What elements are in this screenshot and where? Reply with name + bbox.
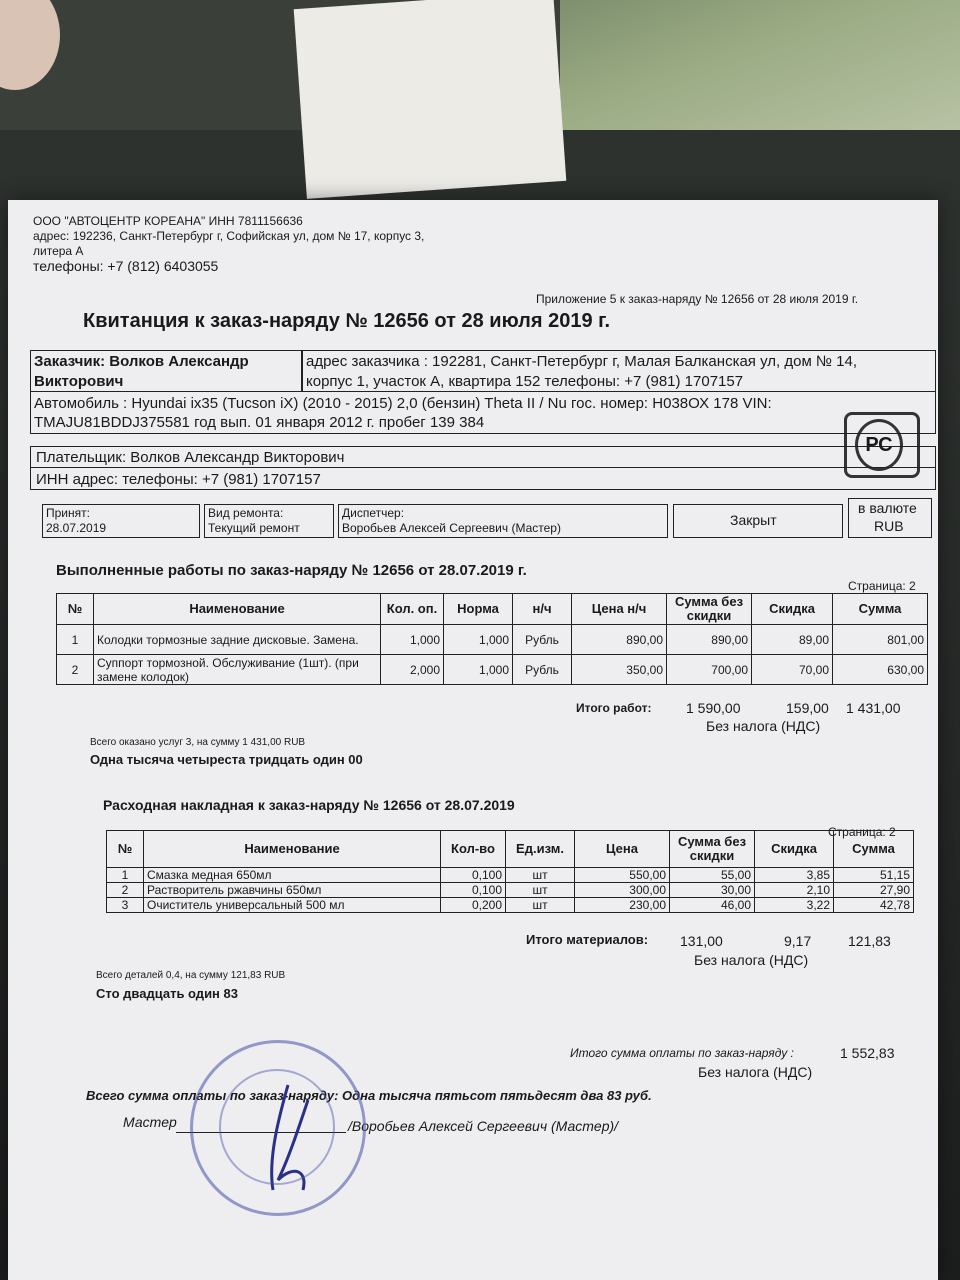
works-total: 1 431,00 [846, 700, 901, 716]
repair-type-value: Текущий ремонт [208, 521, 300, 535]
company-stamp [190, 1040, 366, 1216]
materials-tax-note: Без налога (НДС) [694, 952, 809, 968]
works-col-unit: н/ч [513, 594, 572, 625]
car-window-background [560, 0, 960, 130]
finger [0, 0, 60, 90]
table-row: 2 Растворитель ржавчины 650мл 0,100 шт 300,00 30,00 2,10 27,90 [107, 883, 914, 898]
works-total-label: Итого работ: [576, 701, 652, 715]
works-summary-words: Одна тысяча четыреста тридцать один 00 [90, 752, 363, 767]
materials-table [106, 830, 914, 913]
materials-col-price: Цена [575, 831, 670, 868]
materials-total-discount: 9,17 [784, 933, 812, 949]
grand-total-value: 1 552,83 [840, 1045, 895, 1061]
invoice-document [8, 200, 938, 1280]
works-col-discount: Скидка [752, 594, 833, 625]
accepted-date: 28.07.2019 [46, 521, 107, 535]
materials-col-num: № [107, 831, 144, 868]
materials-total-gross: 131,00 [680, 933, 723, 949]
works-col-norm: Норма [444, 594, 513, 625]
company-name: ООО "АВТОЦЕНТР КОРЕАНА" ИНН 7811156636 [33, 214, 303, 228]
payer-name: Плательщик: Волков Александр Викторович [36, 449, 345, 466]
materials-total-label: Итого материалов: [526, 932, 649, 947]
customer-name: Заказчик: Волков Александр [34, 353, 249, 370]
document-title: Квитанция к заказ-наряду № 12656 от 28 июля 2019 г. [83, 310, 611, 332]
materials-col-discount: Скидка [755, 831, 834, 868]
repair-type-label: Вид ремонта: [208, 506, 284, 520]
works-tax-note: Без налога (НДС) [706, 718, 821, 734]
works-table [56, 593, 928, 685]
materials-col-unit: Ед.изм. [506, 831, 575, 868]
table-row: 1 Колодки тормозные задние дисковые. Замена. 1,000 1,000 Рубль 890,00 890,00 89,00 801,00 [57, 625, 928, 655]
customer-name-cont: Викторович [34, 373, 124, 390]
works-total-discount: 159,00 [786, 700, 829, 716]
works-col-price: Цена н/ч [572, 594, 667, 625]
works-summary: Всего оказано услуг 3, на сумму 1 431,00 RUB [90, 737, 306, 748]
customer-address-cont: корпус 1, участок А, квартира 152 телефоны: +7 (981) 1707157 [306, 373, 744, 390]
grand-tax-note: Без налога (НДС) [698, 1064, 813, 1080]
works-title: Выполненные работы по заказ-наряду № 12656 от 28.07.2019 г. [56, 562, 527, 579]
materials-summary: Всего деталей 0,4, на сумму 121,83 RUB [96, 970, 286, 981]
materials-col-sum: Сумма [834, 831, 914, 868]
signature-label: Мастер [123, 1114, 177, 1130]
customer-address: адрес заказчика : 192281, Санкт-Петербург г, Малая Балканская ул, дом № 14, [306, 353, 858, 370]
currency-label: в валюте [858, 500, 917, 516]
grand-total-label: Итого сумма оплаты по заказ-наряду : [570, 1046, 794, 1060]
works-col-num: № [57, 594, 94, 625]
works-col-gross: Сумма без скидки [667, 594, 752, 625]
materials-col-name: Наименование [144, 831, 441, 868]
materials-page: Страница: 2 [828, 825, 896, 839]
materials-header-row [107, 831, 914, 868]
vehicle-info: Автомобиль : Hyundai ix35 (Tucson iX) (2010 - 2015) 2,0 (бензин) Theta II / Nu гос. номер: Н038ОХ 178 VIN: [34, 395, 772, 412]
table-row: 1 Смазка медная 650мл 0,100 шт 550,00 55,00 3,85 51,15 [107, 868, 914, 883]
materials-title: Расходная накладная к заказ-наряду № 12656 от 28.07.2019 [103, 797, 515, 813]
company-phone: телефоны: +7 (812) 6403055 [33, 258, 219, 274]
vehicle-vin: TMAJU81BDDJ375581 год вып. 01 января 2012 г. пробег 139 384 [34, 414, 485, 431]
works-col-qty: Кол. оп. [381, 594, 444, 625]
currency-value: RUB [874, 518, 904, 534]
appendix-note: Приложение 5 к заказ-наряду № 12656 от 28 июля 2019 г. [536, 292, 859, 306]
works-header-row [57, 594, 928, 625]
materials-col-qty: Кол-во [441, 831, 506, 868]
table-row: 3 Очиститель универсальный 500 мл 0,200 шт 230,00 46,00 3,22 42,78 [107, 898, 914, 913]
materials-summary-words: Сто двадцать один 83 [96, 986, 238, 1001]
signature-name: /Воробьев Алексей Сергеевич (Мастер)/ [348, 1118, 619, 1134]
works-col-name: Наименование [94, 594, 381, 625]
materials-total: 121,83 [848, 933, 891, 949]
works-col-sum: Сумма [833, 594, 928, 625]
table-row: 2 Суппорт тормозной. Обслуживание (1шт). (при замене колодок) 2,000 1,000 Рубль 350,00 700,00 70,00 630,00 [57, 655, 928, 685]
payer-details: ИНН адрес: телефоны: +7 (981) 1707157 [36, 471, 321, 488]
paper-receipt-background [294, 0, 567, 199]
grand-total-words: Всего сумма оплаты по заказ-наряду: Одна тысяча пятьсот пятьдесят два 83 руб. [86, 1088, 652, 1103]
company-address-cont: литера А [33, 244, 84, 258]
dispatcher-label: Диспетчер: [342, 506, 405, 520]
dispatcher-value: Воробьев Алексей Сергеевич (Мастер) [342, 521, 561, 535]
rst-logo-icon: РС [855, 419, 903, 471]
accepted-label: Принят: [46, 506, 90, 520]
materials-col-gross: Сумма без скидки [670, 831, 755, 868]
works-page: Страница: 2 [848, 579, 916, 593]
company-address: адрес: 192236, Санкт-Петербург г, Софийская ул, дом № 17, корпус 3, [33, 229, 425, 243]
works-total-gross: 1 590,00 [686, 700, 741, 716]
status-value: Закрыт [730, 512, 777, 528]
